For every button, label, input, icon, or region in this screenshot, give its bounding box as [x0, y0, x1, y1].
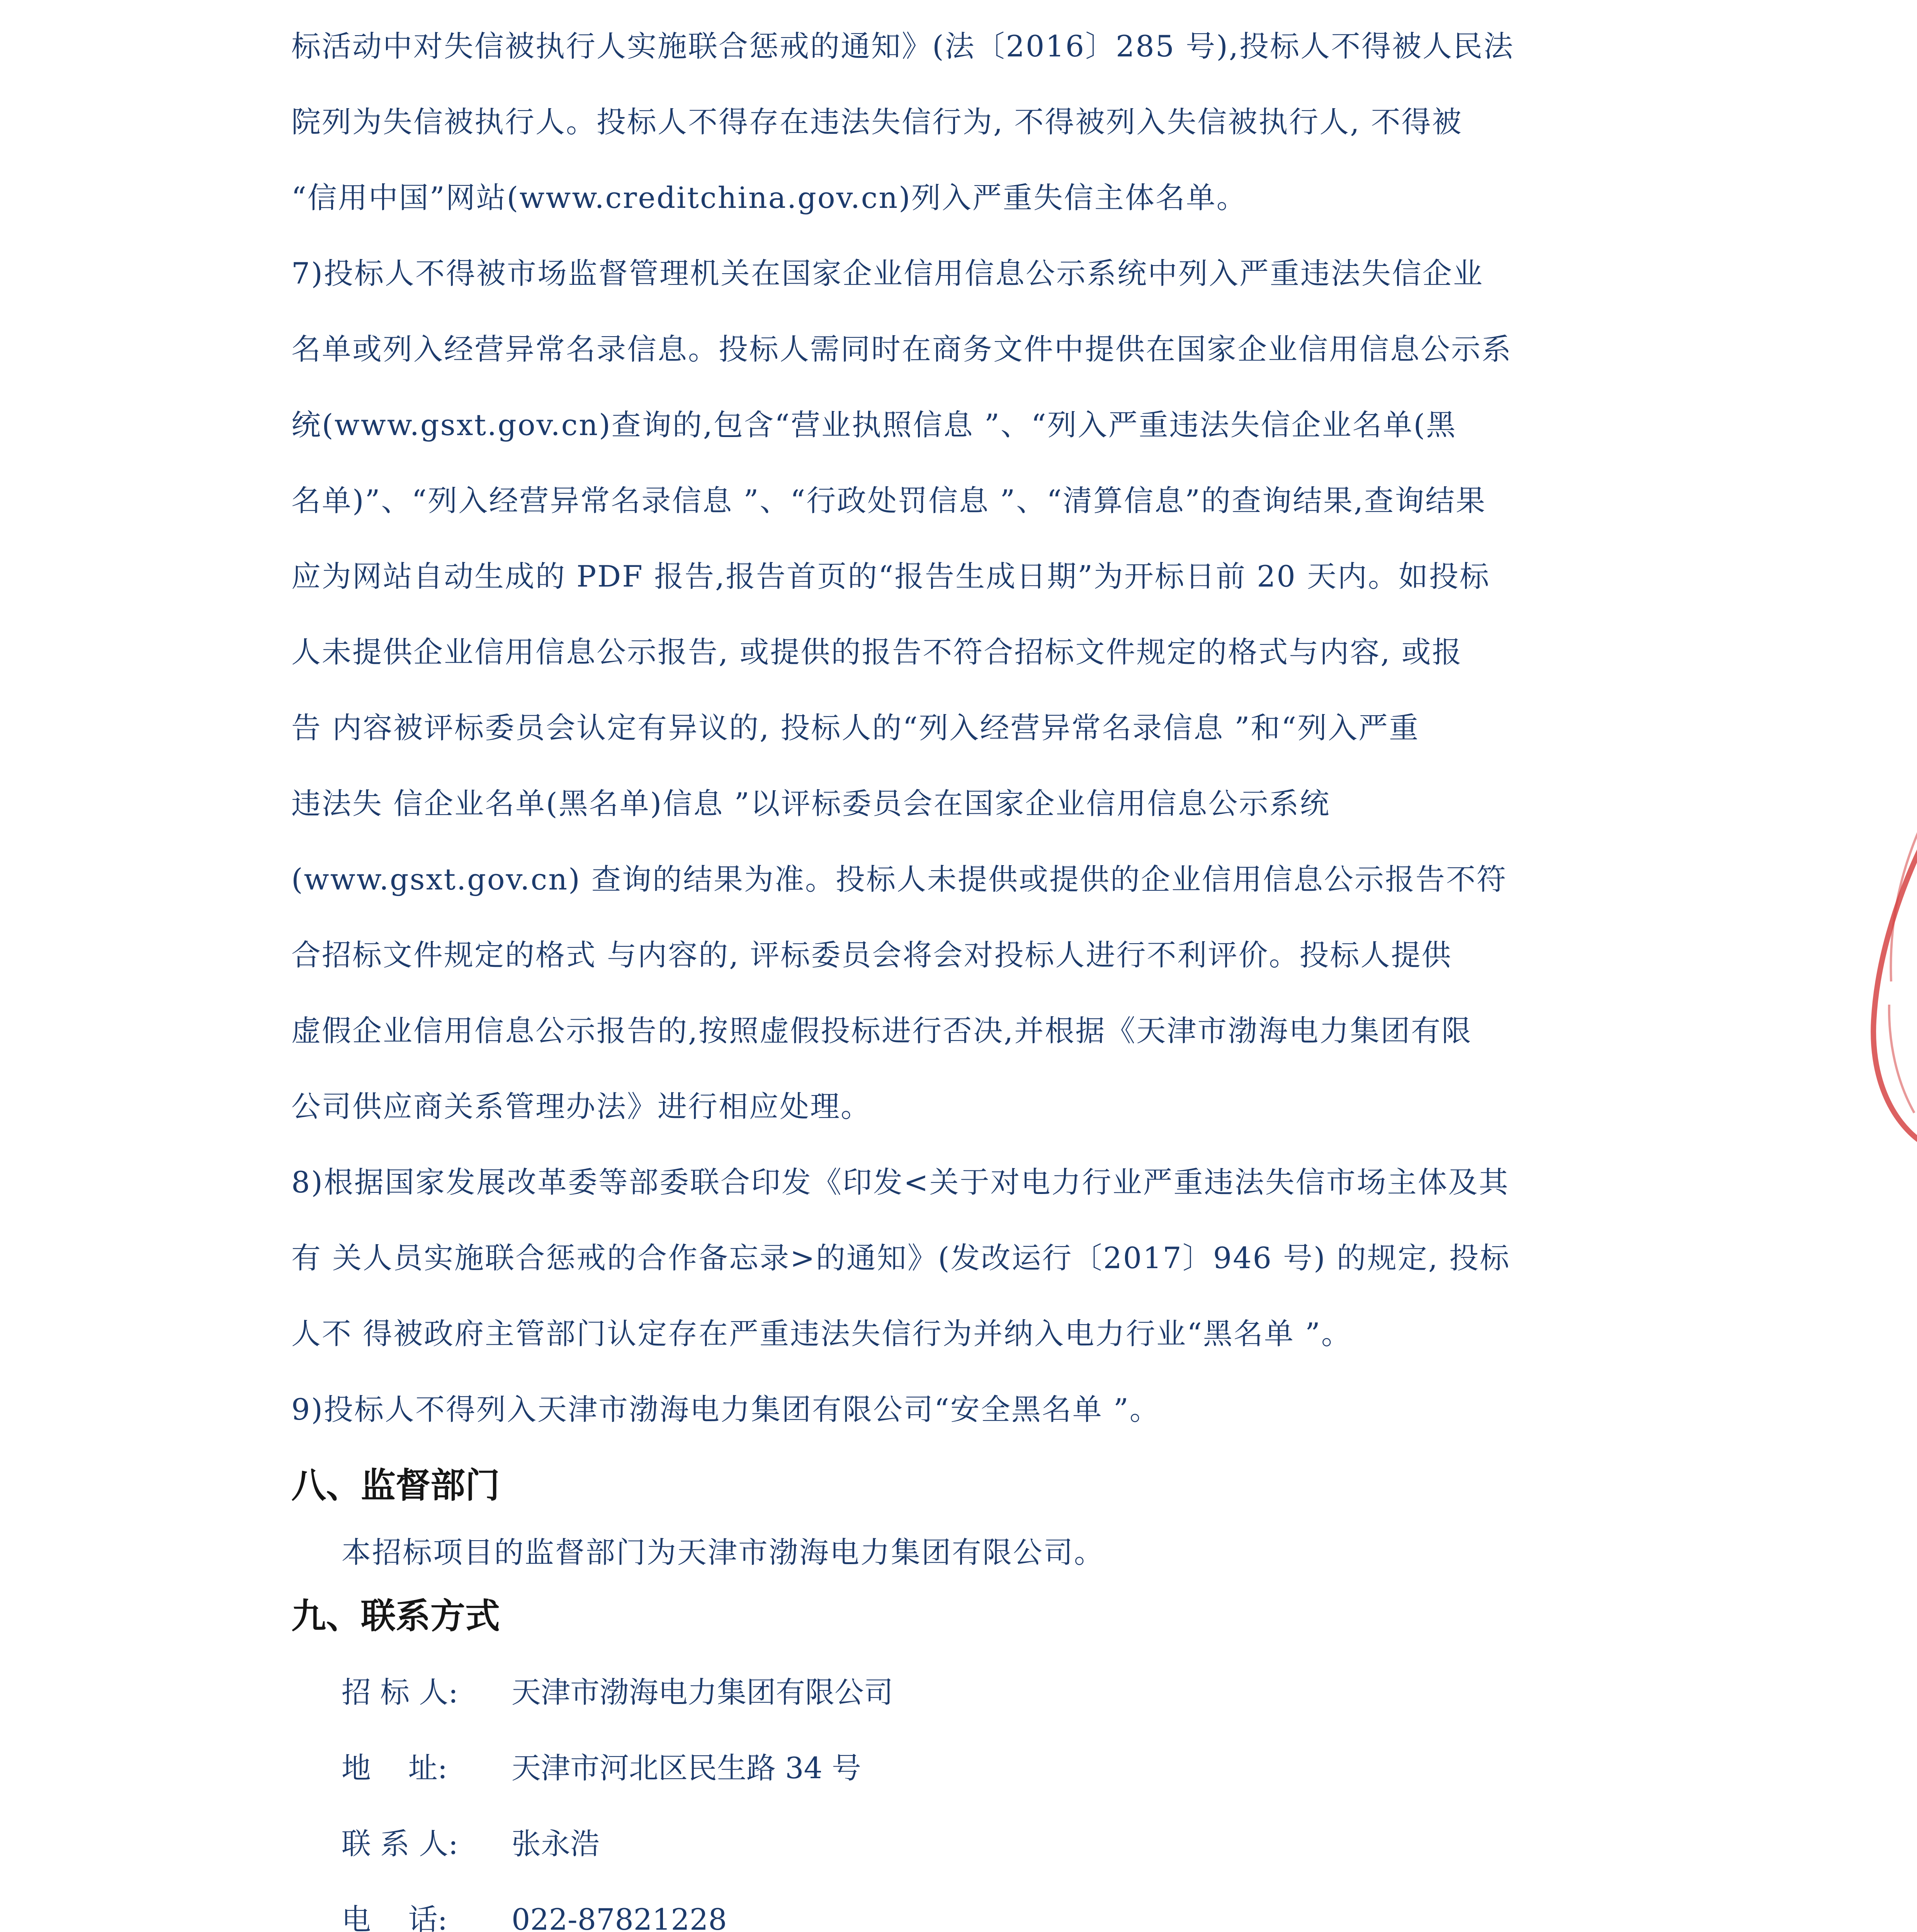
paragraph-line: 名单或列入经营异常名录信息。投标人需同时在商务文件中提供在国家企业信用信息公示系 — [291, 332, 1512, 366]
paragraph-line: 名单)”、“列入经营异常名录信息 ”、“行政处罚信息 ”、“清算信息”的查询结果,查询结果 — [291, 483, 1487, 518]
paragraph-line: 人不 得被政府主管部门认定存在严重违法失信行为并纳入电力行业“黑名单 ”。 — [291, 1316, 1352, 1351]
contact-label: 电 话: — [342, 1902, 448, 1932]
contact-label: 地 址: — [342, 1751, 448, 1785]
paragraph-line: 8)根据国家发展改革委等部委联合印发《印发<关于对电力行业严重违法失信市场主体及其 — [291, 1165, 1509, 1199]
contact-value: 天津市渤海电力集团有限公司 — [512, 1675, 893, 1709]
section-heading-supervision: 八、监督部门 — [291, 1465, 500, 1506]
section-heading-contact: 九、联系方式 — [291, 1596, 500, 1636]
paragraph-line: 告 内容被评标委员会认定有异议的, 投标人的“列入经营异常名录信息 ”和“列入严重 — [291, 711, 1420, 745]
red-seal-stamp — [1847, 804, 1917, 1151]
paragraph-line: 人未提供企业信用信息公示报告, 或提供的报告不符合招标文件规定的格式与内容, 或报 — [291, 635, 1463, 669]
paragraph-line: 虚假企业信用信息公示报告的,按照虚假投标进行否决,并根据《天津市渤海电力集团有限 — [291, 1014, 1472, 1048]
paragraph-line: (www.gsxt.gov.cn) 查询的结果为准。投标人未提供或提供的企业信用信息公示报告不符 — [291, 862, 1507, 896]
paragraph-line: 有 关人员实施联合惩戒的合作备忘录>的通知》(发改运行〔2017〕946 号) 的规定, 投标 — [291, 1241, 1511, 1275]
paragraph-line: 公司供应商关系管理办法》进行相应处理。 — [291, 1089, 871, 1124]
paragraph-line: 合招标文件规定的格式 与内容的, 评标委员会将会对投标人进行不利评价。投标人提供 — [291, 938, 1452, 972]
contact-value: 张永浩 — [512, 1827, 600, 1861]
paragraph-line: 标活动中对失信被执行人实施联合惩戒的通知》(法〔2016〕285 号),投标人不得被人民法 — [291, 29, 1514, 63]
paragraph-line: 统(www.gsxt.gov.cn)查询的,包含“营业执照信息 ”、“列入严重违法失信企业名单(黑 — [291, 408, 1457, 442]
paragraph-line: 9)投标人不得列入天津市渤海电力集团有限公司“安全黑名单 ”。 — [291, 1392, 1160, 1427]
contact-value: 天津市河北区民生路 34 号 — [512, 1751, 862, 1785]
paragraph-line: “信用中国”网站(www.creditchina.gov.cn)列入严重失信主体名单。 — [291, 180, 1247, 215]
contact-label: 联 系 人: — [342, 1827, 458, 1861]
contact-value: 022-87821228 — [512, 1902, 727, 1932]
paragraph-line: 违法失 信企业名单(黑名单)信息 ”以评标委员会在国家企业信用信息公示系统 — [291, 786, 1331, 821]
paragraph-line: 应为网站自动生成的 PDF 报告,报告首页的“报告生成日期”为开标日前 20 天内。如投标 — [291, 559, 1490, 594]
paragraph-line: 院列为失信被执行人。投标人不得存在违法失信行为, 不得被列入失信被执行人, 不得被 — [291, 105, 1463, 139]
contact-label: 招 标 人: — [342, 1675, 458, 1709]
paragraph-line: 7)投标人不得被市场监督管理机关在国家企业信用信息公示系统中列入严重违法失信企业 — [291, 256, 1484, 291]
supervision-text: 本招标项目的监督部门为天津市渤海电力集团有限公司。 — [342, 1535, 1105, 1570]
